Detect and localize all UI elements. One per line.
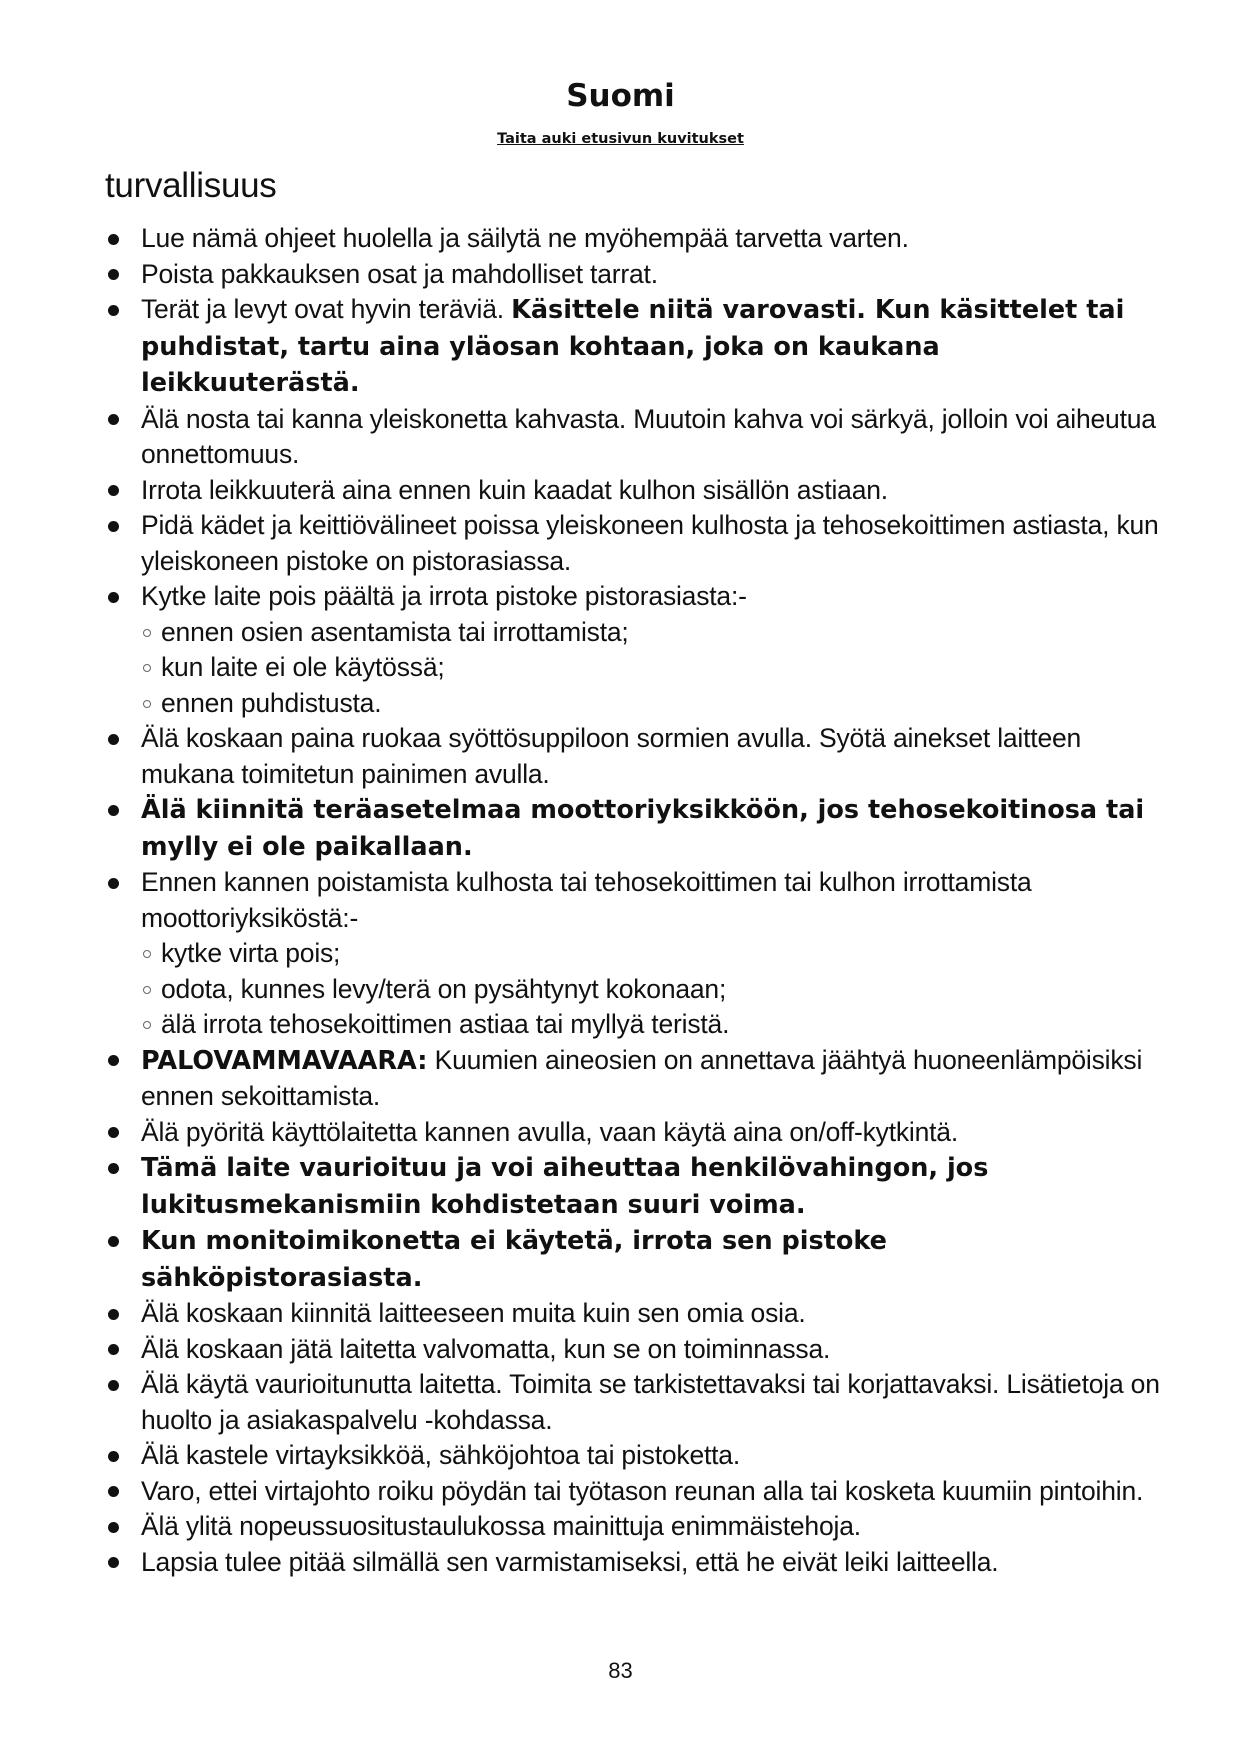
list-item-text bbox=[141, 1474, 1165, 1510]
body-text: Poista pakkauksen osat ja mahdolliset tarrat. bbox=[141, 258, 658, 289]
bullet-icon bbox=[108, 1380, 119, 1391]
sub-list-item-text: ennen osien asentamista tai irrottamista; bbox=[161, 616, 629, 647]
list-item-text bbox=[141, 221, 1165, 257]
body-text: Varo, ettei virtajohto roiku pöydän tai työtason reunan alla tai kosketa kuumiin pintoihin. bbox=[141, 1475, 1144, 1506]
circle-bullet-icon bbox=[143, 700, 151, 708]
body-text: Kytke laite pois päältä ja irrota pistoke pistorasiasta:- bbox=[141, 581, 747, 611]
list-item bbox=[105, 221, 1165, 257]
list-item bbox=[105, 1474, 1165, 1510]
list-item-text bbox=[141, 1367, 1165, 1438]
bullet-icon bbox=[108, 485, 119, 496]
list-item bbox=[105, 1332, 1165, 1368]
list-item-text bbox=[141, 402, 1165, 473]
bullet-icon bbox=[108, 1344, 119, 1355]
bullet-icon bbox=[108, 1127, 119, 1138]
body-text: Älä koskaan paina ruokaa syöttösuppiloon sormien avulla. Syötä ainekset laitteen mukana toimitetun painimen avulla. bbox=[141, 723, 1082, 789]
list-item-text bbox=[141, 508, 1165, 579]
bullet-icon bbox=[108, 414, 119, 425]
circle-bullet-icon bbox=[143, 986, 151, 994]
section-heading: turvallisuus bbox=[105, 166, 277, 205]
emphasis-text: Kun monitoimikonetta ei käytetä, irrota sen pistoke sähköpistorasiasta. bbox=[141, 1226, 887, 1293]
page-title: Suomi bbox=[566, 78, 675, 114]
sub-list-item bbox=[141, 686, 1165, 722]
list-item-text bbox=[141, 1150, 1165, 1223]
bullet-icon bbox=[108, 269, 119, 280]
body-text: Kuumien aineosien on annettava jäähtyä huoneenlämpöisiksi ennen sekoittamista. bbox=[141, 1044, 1143, 1111]
list-item-text bbox=[141, 721, 1165, 792]
sub-list-item bbox=[141, 936, 1165, 972]
body-text: Lue nämä ohjeet huolella ja säilytä ne myöhempää tarvetta varten. bbox=[141, 223, 909, 253]
list-item bbox=[105, 1150, 1165, 1223]
list-item bbox=[105, 579, 1165, 721]
list-item-text bbox=[141, 257, 1165, 293]
list-item-text bbox=[141, 1509, 1165, 1545]
emphasis-text: Tämä laite vaurioituu ja voi aiheuttaa henkilövahingon, jos lukitusmekanismiin kohdistetaan suuri voima. bbox=[141, 1153, 989, 1220]
bullet-icon bbox=[108, 805, 119, 816]
bullet-icon bbox=[108, 878, 119, 889]
fold-out-instruction: Taita auki etusivun kuvitukset bbox=[497, 131, 744, 147]
list-item bbox=[105, 1438, 1165, 1474]
list-item-text bbox=[141, 1296, 1165, 1332]
body-text: Ennen kannen poistamista kulhosta tai tehosekoittimen tai kulhon irrottamista moottoriyksiköstä:- bbox=[141, 867, 1032, 933]
list-item bbox=[105, 402, 1165, 473]
list-item-text bbox=[141, 1223, 1165, 1296]
sub-list-item bbox=[141, 1007, 1165, 1043]
list-item bbox=[105, 721, 1165, 792]
body-text: Irrota leikkuuterä aina ennen kuin kaadat kulhon sisällön astiaan. bbox=[141, 474, 888, 505]
list-item-text bbox=[141, 1043, 1165, 1115]
list-item-text bbox=[141, 473, 1165, 509]
bullet-icon bbox=[108, 1236, 119, 1247]
list-item bbox=[105, 473, 1165, 509]
list-item bbox=[105, 1043, 1165, 1115]
list-item bbox=[105, 292, 1165, 402]
page-number: 83 bbox=[608, 1658, 633, 1683]
list-item-text bbox=[141, 579, 1165, 615]
sub-list-item-text: kytke virta pois; bbox=[161, 938, 341, 968]
list-item bbox=[105, 1545, 1165, 1581]
bullet-icon bbox=[108, 1557, 119, 1568]
body-text: Älä pyöritä käyttölaitetta kannen avulla, vaan käytä aina on/off-kytkintä. bbox=[141, 1116, 959, 1147]
sub-list-item bbox=[141, 650, 1165, 686]
body-text: Terät ja levyt ovat hyvin teräviä. bbox=[141, 294, 512, 324]
list-item bbox=[105, 1296, 1165, 1332]
body-text: Älä koskaan jätä laitetta valvomatta, kun se on toiminnassa. bbox=[141, 1333, 831, 1364]
body-text: Älä kastele virtayksikköä, sähköjohtoa tai pistoketta. bbox=[141, 1440, 741, 1470]
bullet-icon bbox=[108, 592, 119, 603]
safety-list bbox=[105, 221, 1165, 1580]
body-text: Älä nosta tai kanna yleiskonetta kahvasta. Muutoin kahva voi särkyä, jolloin voi aiheutua onnettomuus. bbox=[141, 403, 1156, 469]
bullet-icon bbox=[108, 521, 119, 532]
bullet-icon bbox=[108, 734, 119, 745]
list-item bbox=[105, 257, 1165, 293]
list-item bbox=[105, 792, 1165, 865]
circle-bullet-icon bbox=[143, 629, 151, 637]
circle-bullet-icon bbox=[143, 664, 151, 672]
list-item bbox=[105, 865, 1165, 1043]
list-item-text bbox=[141, 865, 1165, 936]
list-item bbox=[105, 1509, 1165, 1545]
bullet-icon bbox=[108, 1055, 119, 1066]
list-item bbox=[105, 1367, 1165, 1438]
bullet-icon bbox=[108, 1522, 119, 1533]
list-item-text bbox=[141, 1545, 1165, 1581]
list-item-text bbox=[141, 792, 1165, 865]
sub-list-item-text: odota, kunnes levy/terä on pysähtynyt kokonaan; bbox=[161, 973, 727, 1004]
emphasis-text: Älä kiinnitä teräasetelmaa moottoriyksikköön, jos tehosekoitinosa tai mylly ei ole paikallaan. bbox=[141, 795, 1145, 862]
circle-bullet-icon bbox=[143, 950, 151, 958]
sub-list-item-text: ennen puhdistusta. bbox=[161, 687, 382, 718]
circle-bullet-icon bbox=[143, 1021, 151, 1029]
bullet-icon bbox=[108, 1486, 119, 1497]
list-item-text bbox=[141, 1115, 1165, 1151]
body-text: Älä käytä vaurioitunutta laitetta. Toimita se tarkistettavaksi tai korjattavaksi. Lisätietoja on huolto ja asiakaspalvelu -kohdassa. bbox=[141, 1369, 1160, 1435]
sub-list-item bbox=[141, 615, 1165, 651]
bullet-icon bbox=[108, 1309, 119, 1320]
sub-list-item-text: älä irrota tehosekoittimen astiaa tai myllyä teristä. bbox=[161, 1009, 730, 1039]
body-text: Älä koskaan kiinnitä laitteeseen muita kuin sen omia osia. bbox=[141, 1298, 806, 1328]
list-item bbox=[105, 1115, 1165, 1151]
list-item-text bbox=[141, 292, 1165, 402]
sub-list-item-text: kun laite ei ole käytössä; bbox=[161, 652, 445, 682]
body-text: Älä ylitä nopeussuositustaulukossa mainittuja enimmäistehoja. bbox=[141, 1511, 861, 1541]
bullet-icon bbox=[108, 1451, 119, 1462]
list-item-text bbox=[141, 1438, 1165, 1474]
bullet-icon bbox=[108, 234, 119, 245]
sub-list-item bbox=[141, 972, 1165, 1008]
bullet-icon bbox=[108, 1163, 119, 1174]
emphasis-text: Käsittele niitä varovasti. Kun käsittelet tai puhdistat, tartu aina yläosan kohtaan, joka on kaukana leikkuuterästä. bbox=[141, 295, 1125, 398]
body-text: Lapsia tulee pitää silmällä sen varmistamiseksi, että he eivät leiki laitteella. bbox=[141, 1546, 999, 1577]
list-item bbox=[105, 1223, 1165, 1296]
emphasis-text: PALOVAMMAVAARA: bbox=[141, 1045, 428, 1076]
list-item-text bbox=[141, 1332, 1165, 1368]
body-text: Pidä kädet ja keittiövälineet poissa yleiskoneen kulhosta ja tehosekoittimen astiasta, kun yleiskoneen pistoke on pistorasiassa. bbox=[141, 510, 1159, 576]
list-item bbox=[105, 508, 1165, 579]
bullet-icon bbox=[108, 305, 119, 316]
